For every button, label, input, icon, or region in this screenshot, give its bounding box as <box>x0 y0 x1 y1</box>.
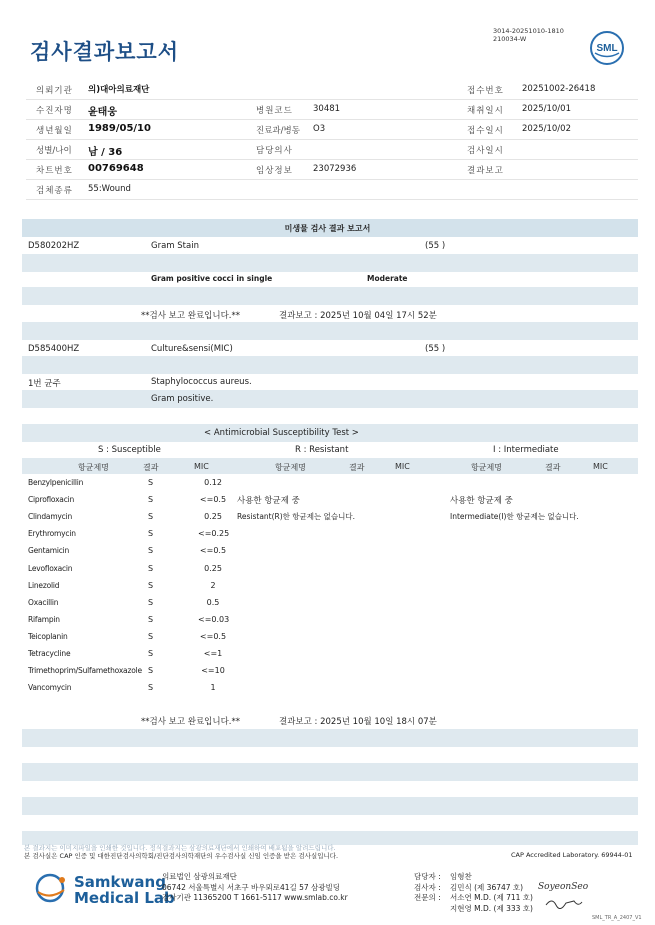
info-row <box>26 120 638 140</box>
report-label: 결과보고 <box>467 166 504 176</box>
collect-date-label: 채취일시 <box>467 106 504 116</box>
test-date-label: 검사일시 <box>467 146 504 156</box>
ast-row <box>28 578 228 595</box>
col-result-i: 결과 <box>545 463 561 472</box>
ast-row <box>28 526 228 543</box>
ast-row <box>28 509 228 526</box>
info-row <box>26 100 638 120</box>
antibiotic-result: S <box>148 478 154 487</box>
col-result-r: 결과 <box>349 463 365 472</box>
antibiotic-name: Tetracycline <box>28 649 71 658</box>
r-note-2: Resistant(R)한 항균제는 없습니다. <box>237 512 356 521</box>
requester-label: 의뢰기관 <box>36 86 73 96</box>
ast-row <box>28 680 228 697</box>
page-title: 검사결과보고서 <box>30 40 180 64</box>
specialist-2: 지현영 M.D. (제 333 호) <box>450 903 533 913</box>
hospital-code-label: 병원코드 <box>256 106 293 116</box>
antibiotic-mic: <=0.5 <box>199 631 227 641</box>
col-mic-i: MIC <box>593 462 608 471</box>
report-done-1: **검사 보고 완료입니다.** <box>141 311 241 321</box>
ast-title: < Antimicrobial Susceptibility Test > <box>204 428 359 438</box>
antibiotic-result: S <box>148 563 154 573</box>
antibiotic-result: S <box>148 683 154 693</box>
gram-result: Gram positive cocci in single <box>151 274 273 283</box>
birth-value: 1989/05/10 <box>88 123 151 134</box>
bug-label: 1번 균주 <box>28 379 61 389</box>
chart-no-label: 차트번호 <box>36 166 73 176</box>
org-name: 의료법인 삼광의료재단 <box>162 872 237 881</box>
org-contact: 검사기관 11365200 T 1661-5117 www.smlab.co.kr <box>162 893 348 902</box>
doctor-label: 담당의사 <box>256 146 293 156</box>
bug-name: Staphylococcus aureus. <box>151 377 252 387</box>
antibiotic-mic: 0.25 <box>204 512 222 522</box>
gram-grade: Moderate <box>367 274 408 283</box>
culture-code: D585400HZ <box>28 344 80 354</box>
antibiotic-result: S <box>148 666 154 676</box>
document-id-line2: 210034-W <box>493 35 527 43</box>
birth-label: 생년월일 <box>36 126 73 136</box>
dept-value: O3 <box>313 124 326 134</box>
specimen-value: 55:Wound <box>88 184 131 194</box>
antibiotic-mic: 0.5 <box>206 597 220 607</box>
name-value: 윤태웅 <box>88 107 117 118</box>
section-title: 미생물 검사 결과 보고서 <box>284 224 371 233</box>
receipt-no-label: 접수번호 <box>467 86 504 96</box>
antibiotic-result: S <box>148 597 154 607</box>
antibiotic-mic: 1 <box>210 683 216 693</box>
stripe <box>22 356 638 374</box>
ast-row <box>28 492 228 509</box>
tester-name: 김민식 (제 36747 호) <box>450 882 524 892</box>
r-note-1: 사용한 항균제 중 <box>237 496 300 506</box>
i-note-1: 사용한 항균제 중 <box>450 496 513 506</box>
sex-age-label: 성별/나이 <box>36 146 72 156</box>
antibiotic-name: Benzylpenicillin <box>28 478 84 487</box>
antibiotic-result: S <box>148 529 154 539</box>
ast-row <box>28 663 228 680</box>
antibiotic-name: Erythromycin <box>28 529 76 539</box>
receipt-date-value: 2025/10/02 <box>522 124 571 134</box>
antibiotic-mic: <=0.25 <box>198 529 230 539</box>
gram-name: Gram Stain <box>151 241 199 251</box>
specialist-label: 전문의 : <box>414 893 441 902</box>
antibiotic-result: S <box>148 580 154 590</box>
ast-row <box>28 475 228 492</box>
stripe <box>22 254 638 272</box>
ast-row <box>28 543 228 560</box>
antibiotic-mic: 0.25 <box>204 563 222 573</box>
col-mic-s: MIC <box>194 462 209 471</box>
antibiotic-mic: <=0.5 <box>199 495 227 505</box>
col-name-s: 항균제명 <box>78 463 109 472</box>
receipt-date-label: 접수일시 <box>467 126 504 136</box>
antibiotic-name: Linezolid <box>28 580 60 590</box>
info-row <box>26 180 638 200</box>
clinical-label: 임상정보 <box>256 166 293 176</box>
disclaimer-print: 본 결과지는 이미지파일을 인쇄한 것입니다. 정식결과지는 삼광의료재단에서 인쇄하여 배포됨을 알려드립니다. <box>24 844 336 852</box>
i-note-2: Intermediate(I)한 항균제는 없습니다. <box>450 512 579 521</box>
antibiotic-mic: <=1 <box>203 649 223 658</box>
col-name-i: 항균제명 <box>471 463 502 472</box>
sml-logo-icon <box>34 872 70 907</box>
stripe <box>22 763 638 781</box>
clinical-value: 23072936 <box>313 164 357 174</box>
chart-no-value: 00769648 <box>88 163 144 174</box>
col-mic-r: MIC <box>395 462 410 471</box>
staff-labels <box>414 872 441 904</box>
collect-date-value: 2025/10/01 <box>522 104 571 114</box>
info-row <box>26 80 638 100</box>
manager-label: 담당자 : <box>414 872 441 881</box>
sex-age-value: 남 / 36 <box>88 147 123 158</box>
antibiotic-name: Rifampin <box>28 614 60 624</box>
form-code: SML_TR_A_2407_V1 <box>592 915 642 921</box>
document-id-line1: 3014-20251010-1810 <box>493 27 564 35</box>
antibiotic-mic: <=0.5 <box>199 546 227 556</box>
stripe <box>22 287 638 305</box>
culture-specimen: (55 ) <box>425 344 446 354</box>
antibiotic-name: Levofloxacin <box>28 563 73 573</box>
sml-logo-top <box>589 30 625 69</box>
col-name-r: 항균제명 <box>275 463 306 472</box>
stripe <box>22 729 638 747</box>
disclaimer-accreditation: 본 검사실은 CAP 인증 및 대한진단검사의학회/진단검사의학재단의 우수검사실 신임 인증을 받은 검사실입니다. <box>24 852 339 860</box>
signature-1: SoyeonSeo <box>538 882 589 892</box>
info-row <box>26 160 638 180</box>
antibiotic-result: S <box>148 614 154 624</box>
specimen-label: 검체종류 <box>36 186 73 196</box>
cap-accreditation: CAP Accredited Laboratory. 69944-01 <box>511 851 633 859</box>
antibiotic-name: Gentamicin <box>28 546 70 556</box>
antibiotic-name: Vancomycin <box>28 683 72 693</box>
gram-specimen: (55 ) <box>425 241 446 251</box>
antibiotic-mic: 2 <box>210 580 216 590</box>
antibiotic-name: Clindamycin <box>28 512 73 522</box>
report-done-2: **검사 보고 완료입니다.** <box>141 717 241 727</box>
stripe <box>22 797 638 815</box>
document-id <box>493 27 564 43</box>
antibiotic-result: S <box>148 649 154 658</box>
ast-row <box>28 561 228 578</box>
antibiotic-name: Teicoplanin <box>28 631 68 641</box>
antibiotic-result: S <box>148 495 154 505</box>
ast-s-label: S : Susceptible <box>98 445 161 455</box>
stripe <box>22 390 638 408</box>
report-time-1: 결과보고 : 2025년 10월 04일 17시 52분 <box>279 311 437 321</box>
tester-label: 검사자 : <box>414 882 441 892</box>
antibiotic-mic: <=10 <box>201 666 225 676</box>
manager-name: 임형찬 <box>450 872 472 881</box>
stripe <box>22 322 638 340</box>
brand-line-2: Medical Lab <box>74 889 175 907</box>
hospital-code-value: 30481 <box>313 104 341 114</box>
signature-2-icon <box>544 897 584 912</box>
culture-name: Culture&sensi(MIC) <box>151 344 233 354</box>
info-row <box>26 140 638 160</box>
dept-label: 진료과/병동 <box>256 126 300 136</box>
brand-line-1: Samkwang <box>74 873 166 891</box>
staff-values <box>450 872 533 914</box>
ast-row <box>28 595 228 612</box>
antibiotic-name: Trimethoprim/Sulfamethoxazole <box>28 666 142 676</box>
antibiotic-name: Ciprofloxacin <box>28 495 75 505</box>
specialist-1: 서소연 M.D. (제 711 호) <box>450 893 533 902</box>
ast-r-label: R : Resistant <box>295 445 349 455</box>
ast-row <box>28 646 228 663</box>
brand-name <box>74 874 175 906</box>
antibiotic-result: S <box>148 546 154 556</box>
report-time-2: 결과보고 : 2025년 10월 10일 18시 07분 <box>279 717 437 727</box>
sml-logo-text: SML <box>596 43 618 54</box>
ast-row <box>28 629 228 646</box>
name-label: 수진자명 <box>36 106 73 116</box>
org-address: 06742 서울특별시 서초구 바우뫼로41길 57 삼광빌딩 <box>162 882 341 892</box>
gram-code: D580202HZ <box>28 241 80 251</box>
ast-row <box>28 612 228 629</box>
antibiotic-name: Oxacillin <box>28 597 59 607</box>
antibiotic-result: S <box>148 631 154 641</box>
ast-i-label: I : Intermediate <box>493 445 559 455</box>
antibiotic-result: S <box>148 512 154 522</box>
antibiotic-mic: <=0.03 <box>198 614 230 624</box>
antibiotic-mic: 0.12 <box>204 478 222 487</box>
receipt-no-value: 20251002-26418 <box>522 84 596 94</box>
bug-gram: Gram positive. <box>151 394 214 404</box>
col-result-s: 결과 <box>143 463 159 472</box>
org-info <box>162 872 348 904</box>
requester-value: 의)대아의료재단 <box>88 85 150 95</box>
